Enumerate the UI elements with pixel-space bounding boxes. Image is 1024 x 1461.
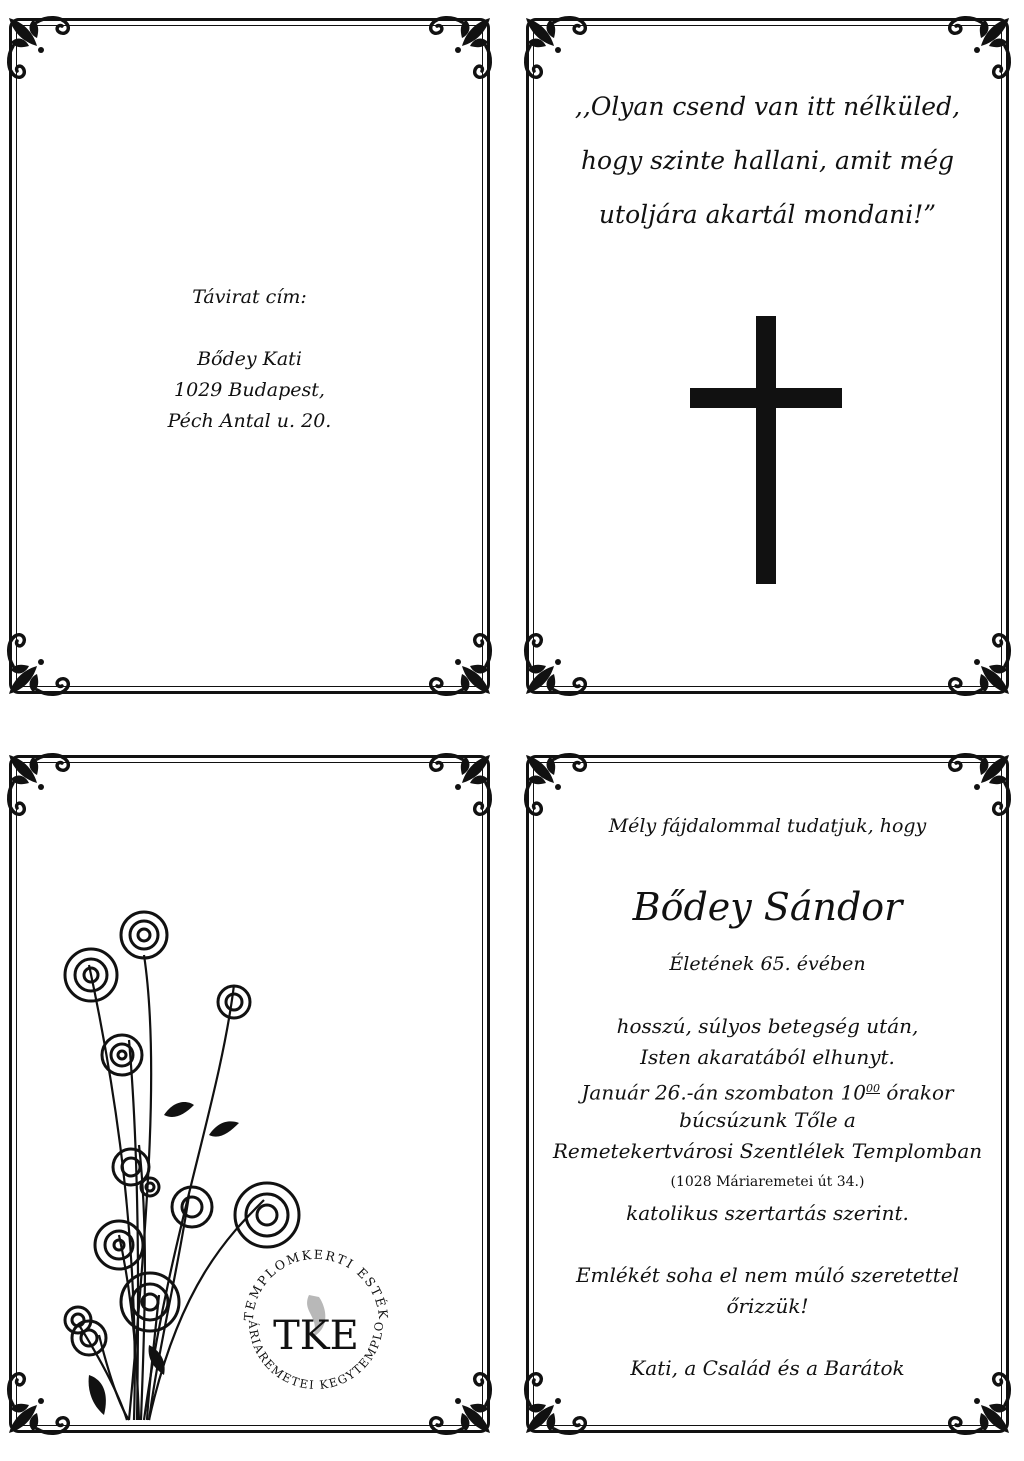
logo-monogram: TKE [273,1313,359,1359]
announcement-line-5: Remetekertvárosi Szentlélek Templomban [552,1139,983,1163]
corner-ornament-icon [422,626,496,700]
corner-ornament-icon [520,626,594,700]
corner-ornament-icon [3,626,77,700]
cross-icon [690,316,842,584]
announcement-line-2: Isten akaratából elhunyt. [640,1045,895,1069]
announcement-card [526,755,1009,1433]
corner-ornament-icon [520,749,594,823]
corner-ornament-icon [3,12,77,86]
signature: Kati, a Család és a Barátok [630,1356,905,1380]
quote-card [526,18,1009,694]
corner-ornament-icon [520,12,594,86]
corner-ornament-icon [941,12,1015,86]
telegram-address-card [9,18,490,694]
quote-line-1: ,,Olyan csend van itt nélküled, [574,92,961,121]
memory-line-2: őrizzük! [726,1294,809,1318]
corner-ornament-icon [422,1365,496,1439]
deceased-age: Életének 65. évében [669,953,866,975]
announcement-line-6: katolikus szertartás szerint. [626,1201,909,1225]
quote-line-3: utoljára akartál mondani!” [598,200,937,229]
logo-arc-top: TEMPLOMKERTI ESTÉK [240,1246,392,1322]
corner-ornament-icon [422,12,496,86]
tke-logo [231,1237,401,1407]
roses-card [9,755,490,1433]
deceased-name: Bődey Sándor [632,885,903,929]
corner-ornament-icon [941,749,1015,823]
quote-line-2: hogy szinte hallani, amit még [580,146,955,175]
announcement-line-4: búcsúzunk Tőle a [679,1108,856,1132]
memory-line-1: Emlékét soha el nem múló szeretettel [575,1263,960,1287]
telegram-street: Péch Antal u. 20. [167,410,332,432]
corner-ornament-icon [422,749,496,823]
announcement-line-3: Január 26.-án szombaton $10^{00}$ órakor [581,1080,954,1105]
corner-ornament-icon [941,626,1015,700]
corner-ornament-icon [3,749,77,823]
announcement-intro: Mély fájdalommal tudatjuk, hogy [608,815,927,837]
telegram-city: 1029 Budapest, [174,379,325,401]
telegram-name: Bődey Kati [197,348,302,370]
telegram-heading: Távirat cím: [192,286,307,308]
church-address: (1028 Máriaremetei út 34.) [670,1174,865,1190]
time-minutes-superscript: 00 [865,1082,880,1095]
logo-arc-bottom: ÁRIAREMETEI KEGYTEMPLO [245,1319,387,1393]
announcement-line-1: hosszú, súlyos betegség után, [616,1014,919,1038]
